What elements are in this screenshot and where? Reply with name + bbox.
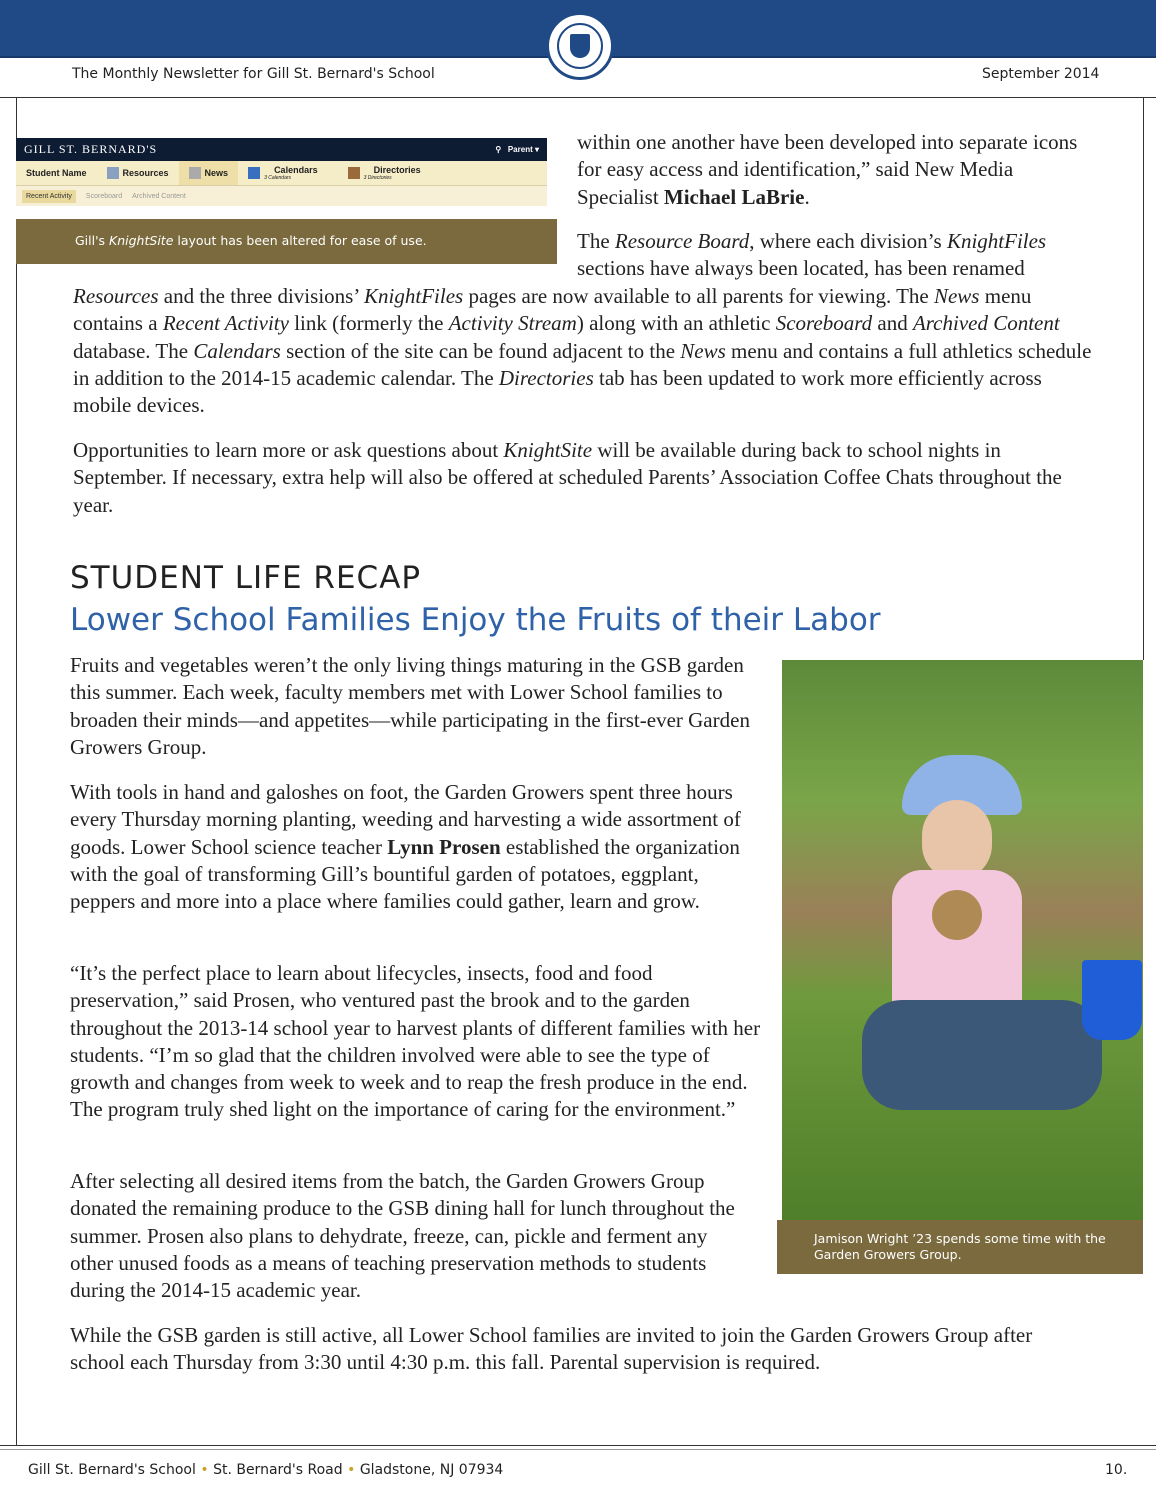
nav-resources: Resources [97,161,179,185]
nav-directories: Directories 3 Directories [338,161,441,185]
subnav-scoreboard: Scoreboard [85,192,123,200]
footer-divider-2 [0,1449,1156,1450]
left-border [16,97,17,1445]
page-number: 10. [1105,1462,1128,1478]
intro-paragraph-3: Resources and the three divisions’ KnightFiles pages are now available to all parents for viewing. The News menu contains a Recent Activity link (formerly the Activity Stream) along with an athletic Scoreboard and Archived Content database. The Calendars section of the site can be found adjacent to the News menu and contains a full athletics schedule in addition to the 2014-15 academic calendar. The Directories tab has been updated to work more efficiently across mobile devices. [73,284,1092,418]
issue-date: September 2014 [982,66,1100,82]
right-border [1143,97,1144,660]
article-paragraph-2: With tools in hand and galoshes on foot, the Garden Growers spent three hours every Thursday morning planting, weeding and harvesting a wide assortment of goods. Lower School science teacher Lynn Prosen established the organization with the goal of transforming Gill’s bountiful garden of potatoes, eggplant, peppers and more into a place where families could gather, learn and grow. [70,780,741,914]
article-paragraph-3: “It’s the perfect place to learn about lifecycles, insects, food and food preservation,” said Prosen, who ventured past the brook and to the garden throughout the 2013-14 school year to harvest plants of different families with her students. “I’m so glad that the children involved were able to see the type of growth and changes from week to week and to reap the fresh produce in the end. The program truly shed light on the importance of caring for the environment.” [70,961,761,1122]
site-brand: GILL ST. BERNARD'S [24,142,158,156]
article-title: Lower School Families Enjoy the Fruits of their Labor [70,602,881,638]
nav-calendars: Calendars 3 Calendars [238,161,338,185]
intro-paragraph-4: Opportunities to learn more or ask questions about KnightSite will be available during back to school nights in September. If necessary, extra help will also be offered at scheduled Parents’ Association Coffee Chats throughout the year. [73,438,1062,517]
article-paragraph-1: Fruits and vegetables weren’t the only living things maturing in the GSB garden this summer. Each week, faculty members met with Lower School families to broaden their minds—and appetites—while participating in the first-ever Garden Growers Group. [70,653,750,759]
section-heading: STUDENT LIFE RECAP [70,560,422,596]
photo-caption: Jamison Wright ’23 spends some time with the Garden Growers Group. [777,1220,1143,1274]
intro-paragraph-2: The Resource Board, where each division’s KnightFiles sections have always been located, has been renamed [577,229,1047,281]
subnav-recent-activity: Recent Activity [22,190,76,203]
article-paragraph-4: After selecting all desired items from the batch, the Garden Growers Group donated the remaining produce to the GSB dining hall for lunch throughout the summer. Prosen also plans to dehydrate, freeze, can, pickle and ferment any other unused foods as a means of teaching preservation methods to students during the 2014-15 academic year. [70,1169,735,1303]
newsletter-title: The Monthly Newsletter for Gill St. Bernard's School [72,66,435,82]
nav-news: News [179,161,239,185]
subnav-archived: Archived Content [132,192,186,200]
footer-address: Gill St. Bernard's School • St. Bernard's Road • Gladstone, NJ 07934 [28,1462,504,1478]
school-seal-logo [546,12,614,80]
screenshot-caption: Gill's KnightSite layout has been altered for ease of use. [16,219,557,264]
article-paragraph-5: While the GSB garden is still active, all Lower School families are invited to join the Garden Growers Group after school each Thursday from 3:30 until 4:30 p.m. this fall. Parental supervision is required. [70,1323,1033,1375]
user-menu: ⚲ Parent ▾ [495,145,539,154]
intro-paragraph-1: within one another have been developed into separate icons for easy access and identification,” said New Media Specialist Michael LaBrie. [577,130,1078,209]
header-divider [0,97,1156,98]
nav-student-name: Student Name [26,168,87,178]
footer-divider [0,1445,1156,1446]
garden-photo [782,660,1143,1220]
